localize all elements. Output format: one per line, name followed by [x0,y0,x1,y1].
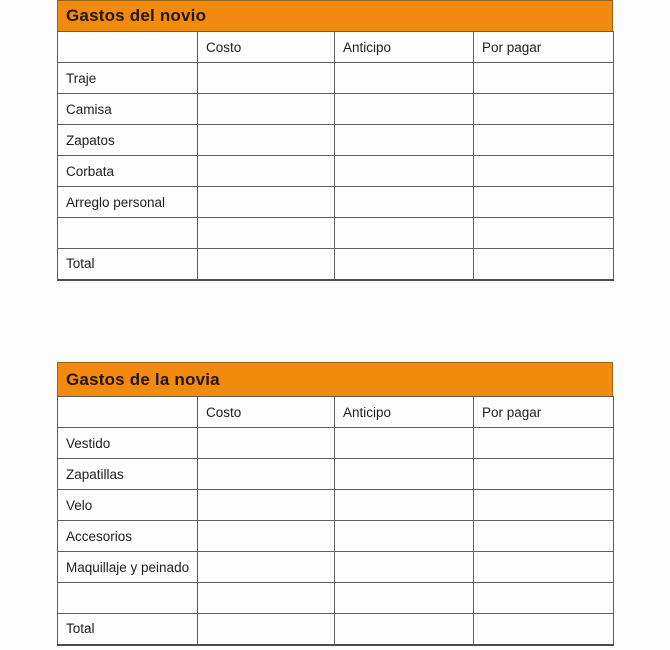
cell-por-pagar [474,249,614,280]
table-title: Gastos del novio [66,6,207,25]
cell-por-pagar [474,459,614,490]
cell-anticipo [335,218,474,249]
cell-anticipo [335,187,474,218]
table-row [58,552,614,583]
row-label: Vestido [58,428,198,459]
col-header-anticipo: Anticipo [335,397,474,428]
row-label: Traje [58,63,198,94]
table-row [58,428,614,459]
table-row [58,521,614,552]
expense-table-groom [57,0,613,281]
col-header-item [58,32,198,63]
expense-grid [57,31,614,281]
table-title-bar [57,362,613,396]
table-row [58,459,614,490]
cell-costo [198,249,335,280]
col-header-por-pagar: Por pagar [474,32,614,63]
cell-anticipo [335,156,474,187]
cell-anticipo [335,249,474,280]
cell-costo [198,552,335,583]
expense-table-bride [57,362,613,646]
column-header-row [58,397,614,428]
col-header-item [58,397,198,428]
col-header-costo: Costo [198,397,335,428]
cell-por-pagar [474,63,614,94]
table-row [58,249,614,280]
cell-anticipo [335,583,474,614]
table-title-bar [57,0,613,31]
row-label: Accesorios [58,521,198,552]
col-header-anticipo: Anticipo [335,32,474,63]
cell-costo [198,428,335,459]
cell-por-pagar [474,552,614,583]
row-label: Total [58,614,198,645]
col-header-costo: Costo [198,32,335,63]
table-row [58,187,614,218]
cell-costo [198,94,335,125]
col-header-por-pagar: Por pagar [474,397,614,428]
cell-por-pagar [474,583,614,614]
cell-anticipo [335,614,474,645]
cell-por-pagar [474,156,614,187]
expense-grid [57,396,614,646]
row-label: Velo [58,490,198,521]
cell-costo [198,459,335,490]
cell-por-pagar [474,490,614,521]
table-title: Gastos de la novia [66,369,220,389]
cell-anticipo [335,552,474,583]
table-row [58,63,614,94]
cell-por-pagar [474,125,614,156]
cell-anticipo [335,94,474,125]
table-row [58,218,614,249]
row-label [58,218,198,249]
cell-anticipo [335,428,474,459]
cell-por-pagar [474,218,614,249]
cell-anticipo [335,63,474,94]
table-row [58,490,614,521]
row-label: Total [58,249,198,280]
cell-costo [198,583,335,614]
cell-costo [198,490,335,521]
cell-costo [198,156,335,187]
cell-costo [198,218,335,249]
table-row [58,156,614,187]
cell-por-pagar [474,428,614,459]
cell-anticipo [335,521,474,552]
cell-costo [198,521,335,552]
cell-costo [198,614,335,645]
column-header-row [58,32,614,63]
cell-anticipo [335,490,474,521]
cell-costo [198,63,335,94]
table-row [58,125,614,156]
row-label: Arreglo personal [58,187,198,218]
row-label: Zapatos [58,125,198,156]
table-row [58,614,614,645]
row-label: Corbata [58,156,198,187]
cell-costo [198,125,335,156]
row-label: Maquillaje y peinado [58,552,198,583]
cell-anticipo [335,125,474,156]
row-label: Camisa [58,94,198,125]
cell-por-pagar [474,187,614,218]
row-label: Zapatillas [58,459,198,490]
table-row [58,583,614,614]
cell-por-pagar [474,521,614,552]
cell-anticipo [335,459,474,490]
cell-por-pagar [474,614,614,645]
row-label [58,583,198,614]
table-row [58,94,614,125]
cell-costo [198,187,335,218]
cell-por-pagar [474,94,614,125]
